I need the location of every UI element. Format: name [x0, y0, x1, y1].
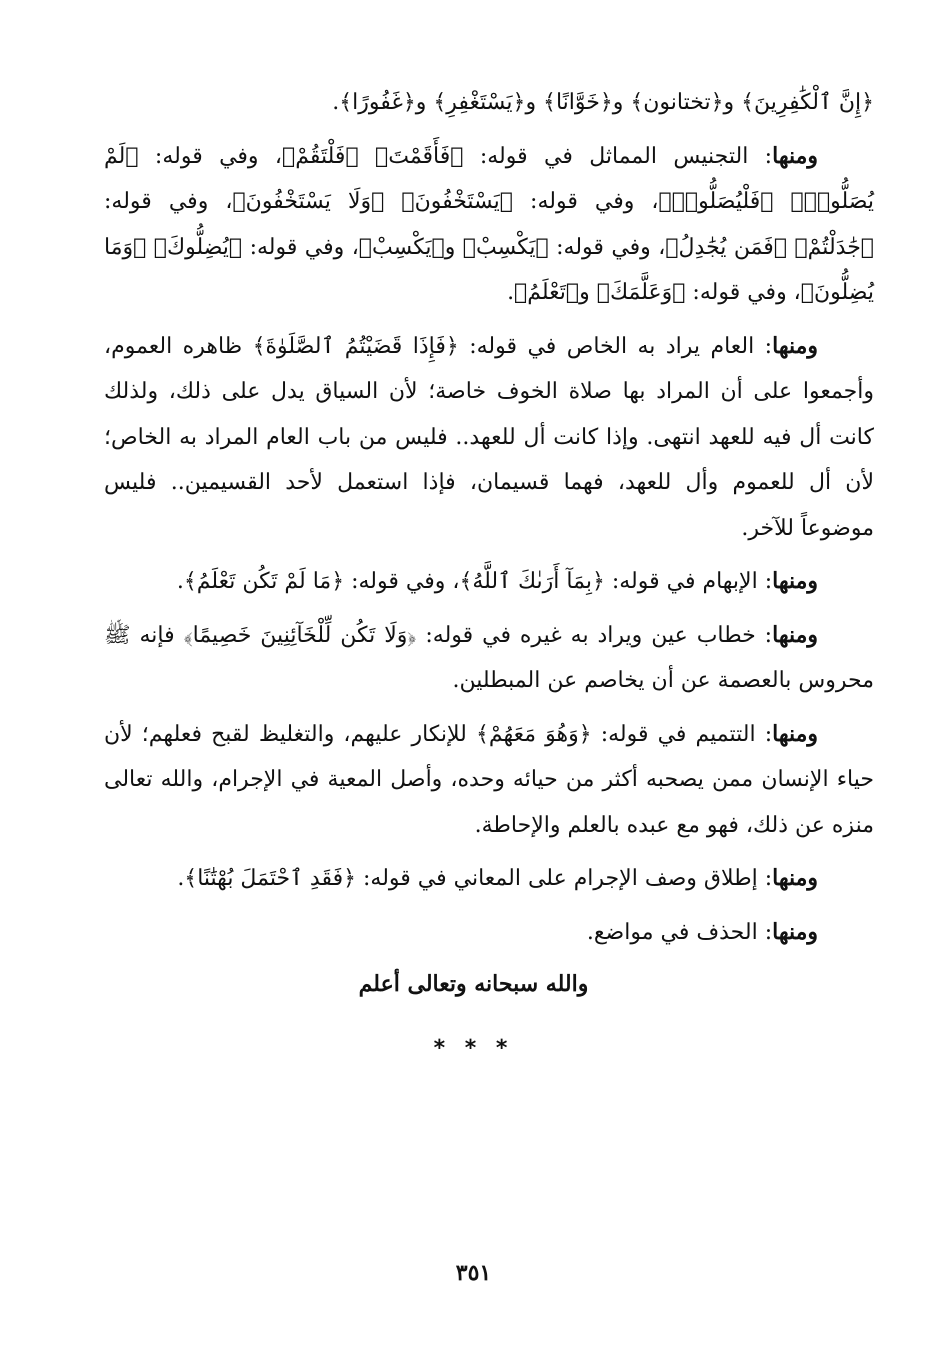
page-number: ٣٥١ [455, 1260, 492, 1286]
paragraph-tajnis [104, 134, 874, 316]
paragraph-lead: ومنها [772, 865, 818, 891]
paragraph-text: : إطلاق وصف الإجرام على المعاني في قوله: ﴿فَقَدِ ٱحْتَمَلَ بُهْتَٰنًا﴾. [177, 866, 773, 891]
paragraph-lead: ومنها [772, 918, 818, 945]
paragraph-text: ﴿إِنَّ ٱلْكَٰفِرِينَ﴾ و﴿تختانون﴾ و﴿خَوَّانًا﴾ و﴿يَسْتَغْفِرِ﴾ و﴿غَفُورًا﴾. [332, 90, 874, 115]
paragraph-text: : العام يراد به الخاص في قوله: ﴿فَإِذَا قَضَيْتُمُ ٱلصَّلَوٰةَ﴾ ظاهره العموم، وأجمعوا على أن المراد بها صلاة الخوف خاصة؛ لأن السياق يدل على ذلك، ولذلك كانت أل فيه للعهد انتهى. وإذا كانت أل للعهد.. فليس من باب العام المراد به الخاص؛ لأن أل للعموم وأل للعهد، فهما قسيمان، فإذا استعمل لأحد القسيمين.. فليس موضوعاً للآخر. [104, 333, 874, 541]
paragraph-text: : الإبهام في قوله: ﴿بِمَآ أَرَىٰكَ ٱللَّهُ﴾، وفي قوله: ﴿مَا لَمْ تَكُن تَعْلَمُ﴾. [176, 569, 773, 594]
paragraph-text: : خطاب عين ويراد به غيره في قوله: ﴿وَلَا تَكُن لِّلْخَآئِنِينَ خَصِيمًا﴾ فإنه ﷺ محروس بالعصمة عن أن يخاصم عن المبطلين. [104, 622, 874, 693]
paragraph-tatmim [104, 712, 874, 849]
paragraph-aam-khas [104, 324, 874, 552]
paragraph-lead: ومنها [772, 621, 818, 648]
paragraph-lead: ومنها [772, 720, 818, 747]
paragraph-text: : الحذف في مواضع. [586, 919, 773, 945]
paragraph-lead: ومنها [772, 332, 818, 359]
paragraph-lead: ومنها [772, 142, 818, 169]
section-separator: * * * [433, 1036, 514, 1061]
paragraph-text: : التجنيس المماثل في قوله: ﴿فَأَقَمْتَ﴾ ﴿فَلْتَقُمْ﴾، وفي قوله: ﴿لَمْ يُصَلُّوا۟﴾ ﴿فَلْيُصَلُّوا۟﴾، وفي قوله: ﴿يَسْتَخْفُونَ﴾ ﴿وَلَا يَسْتَخْفُونَ﴾، وفي قوله: ﴿جَٰدَلْتُمْ﴾ ﴿فَمَن يُجَٰدِلُ﴾، وفي قوله: ﴿يَكْسِبْ﴾ و﴿يَكْسِبْ﴾، وفي قوله: ﴿يُضِلُّوكَ﴾ ﴿وَمَا يُضِلُّونَ﴾، وفي قوله: ﴿وَعَلَّمَكَ﴾ و﴿تَعْلَمُ﴾. [104, 143, 874, 305]
paragraph-text: : التتميم في قوله: ﴿وَهُوَ مَعَهُمْ﴾ للإنكار عليهم، والتغليظ لقبح فعلهم؛ لأن حياء الإنسان ممن يصحبه أكثر من حيائه وحده، وأصل المعية في الإجرام، والله تعالى منزه عن ذلك، فهو مع عبده بالعلم والإحاطة. [104, 721, 874, 838]
closing-phrase: والله سبحانه وتعالى أعلم [358, 971, 589, 997]
paragraph-lead: ومنها [772, 568, 818, 594]
paragraph-continuation [104, 80, 874, 126]
paragraph-hadhf [104, 910, 874, 956]
paragraph-khitab [104, 613, 874, 704]
paragraph-ibham [104, 559, 874, 605]
paragraph-itlaq [104, 856, 874, 902]
page-body [104, 80, 874, 963]
